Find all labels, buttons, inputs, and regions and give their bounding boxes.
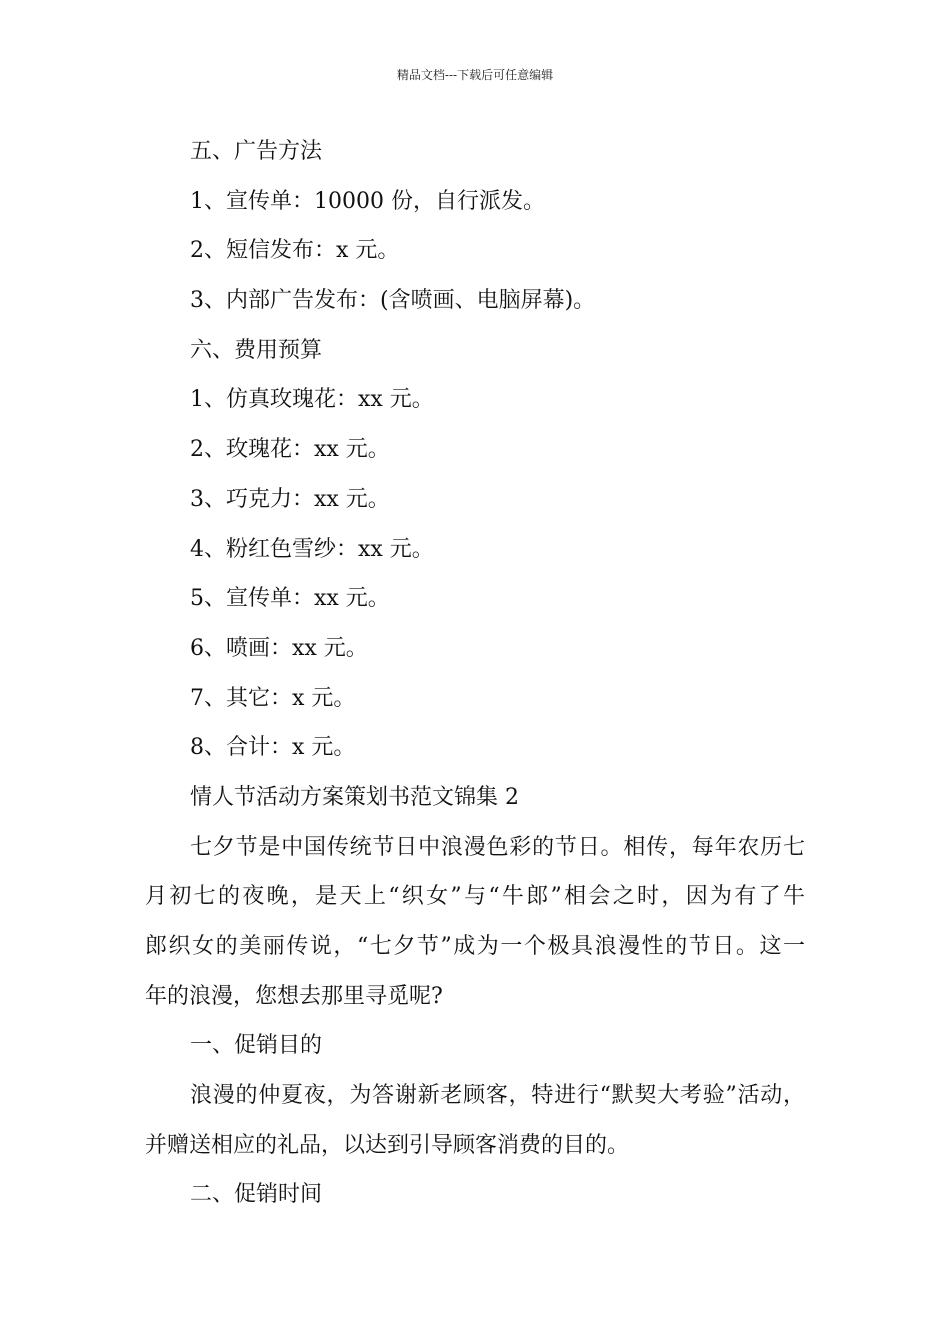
list-item: 7、其它：x 元。 [190, 685, 356, 711]
list-item: 3、内部广告发布：(含喷画、电脑屏幕)。 [190, 288, 596, 314]
paragraph-line: 七夕节是中国传统节日中浪漫色彩的节日。相传，每年农历七 [190, 834, 805, 860]
list-item: 5、宣传单：xx 元。 [190, 586, 390, 612]
list-item: 6、喷画：xx 元。 [190, 635, 368, 661]
list-item: 1、仿真玫瑰花：xx 元。 [190, 387, 434, 413]
paragraph-line: 浪漫的仲夏夜，为答谢新老顾客，特进行“默契大考验”活动， [190, 1083, 805, 1109]
section-heading-advertising: 五、广告方法 [190, 139, 323, 164]
document-body [145, 127, 805, 1220]
list-item: 2、短信发布：x 元。 [190, 238, 400, 264]
article-title: 情人节活动方案策划书范文锦集 2 [190, 784, 519, 810]
page-header: 精品文档---下载后可任意编辑 [396, 68, 554, 82]
paragraph-line: 郎织女的美丽传说，“七夕节”成为一个极具浪漫性的节日。这一 [145, 934, 805, 959]
section-heading-budget: 六、费用预算 [190, 337, 323, 363]
list-item: 4、粉红色雪纱：xx 元。 [190, 536, 434, 562]
section-heading-time: 二、促销时间 [190, 1182, 323, 1208]
paragraph-line: 并赠送相应的礼品，以达到引导顾客消费的目的。 [145, 1132, 630, 1158]
paragraph-line: 月初七的夜晚，是天上“织女”与“牛郎”相会之时，因为有了牛 [145, 884, 805, 910]
list-item: 2、玫瑰花：xx 元。 [190, 437, 390, 463]
list-item: 1、宣传单：10000 份，自行派发。 [190, 188, 545, 214]
list-item: 3、巧克力：xx 元。 [190, 486, 390, 512]
list-item: 8、合计：x 元。 [190, 735, 356, 761]
section-heading-purpose: 一、促销目的 [190, 1033, 323, 1059]
paragraph-line: 年的浪漫，您想去那里寻觅呢? [145, 983, 443, 1009]
